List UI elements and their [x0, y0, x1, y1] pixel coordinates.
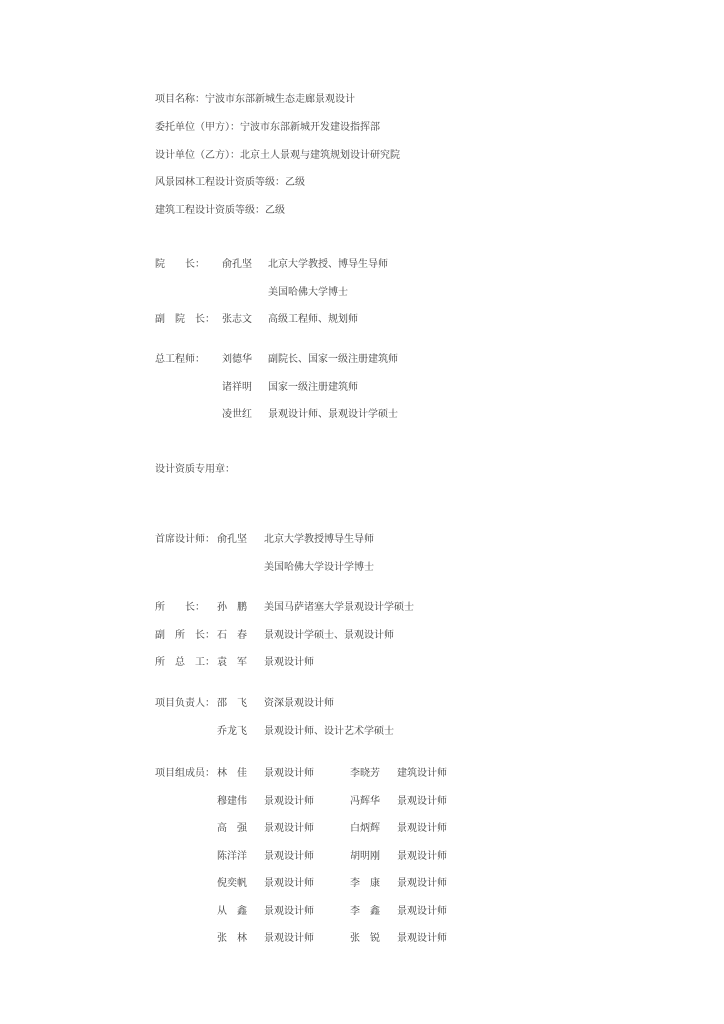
chief-engineer-desc: 国家一级注册建筑师 [268, 382, 358, 393]
chief-engineer-desc: 副院长、国家一级注册建筑师 [268, 354, 398, 365]
seal-label: 设计资质专用章： [155, 464, 235, 475]
team-member-role: 景观设计师 [264, 796, 314, 807]
president-desc: 北京大学教授、博导生导师 [268, 259, 388, 270]
vice-director-name: 石 春 [217, 630, 247, 641]
team-member-role: 景观设计师 [397, 933, 447, 944]
chief-designer-desc-2: 美国哈佛大学设计学博士 [264, 562, 374, 573]
team-member-name: 李晓芳 [350, 768, 380, 779]
project-name: 项目名称：宁波市东部新城生态走廊景观设计 [155, 94, 355, 105]
chief-designer-desc: 北京大学教授博导生导师 [264, 534, 374, 545]
team-member-role: 景观设计师 [264, 906, 314, 917]
design-unit: 设计单位（乙方）：北京土人景观与建筑规划设计研究院 [155, 150, 400, 161]
vice-president-title: 副 院 长： [155, 314, 215, 325]
team-member-name: 从 鑫 [217, 906, 247, 917]
team-member-name: 胡明刚 [350, 851, 380, 862]
building-qualification: 建筑工程设计资质等级：乙级 [155, 205, 285, 216]
chief-eng-title: 所 总 工： [155, 657, 215, 668]
team-member-name: 冯辉华 [350, 796, 380, 807]
project-manager-title: 项目负责人： [155, 698, 215, 709]
team-member-role: 景观设计师 [264, 768, 314, 779]
team-member-role: 景观设计师 [397, 796, 447, 807]
chief-engineer-name: 凌世红 [222, 409, 252, 420]
team-member-role: 景观设计师 [397, 906, 447, 917]
team-member-role: 景观设计师 [264, 933, 314, 944]
project-manager-name: 邵 飞 [217, 698, 247, 709]
team-member-name: 陈洋洋 [217, 851, 247, 862]
project-manager-name: 乔龙飞 [217, 726, 247, 737]
team-member-name: 张 锐 [350, 933, 380, 944]
director-name: 孙 鹏 [217, 602, 247, 613]
president-desc-2: 美国哈佛大学博士 [268, 287, 348, 298]
director-desc: 美国马萨诸塞大学景观设计学硕士 [264, 602, 414, 613]
team-member-role: 景观设计师 [397, 823, 447, 834]
project-manager-desc: 景观设计师、设计艺术学硕士 [264, 726, 394, 737]
team-member-name: 李 康 [350, 878, 380, 889]
chief-engineer-name: 刘德华 [222, 354, 252, 365]
president-title: 院 长： [155, 259, 205, 270]
team-member-name: 倪奕帆 [217, 878, 247, 889]
team-member-name: 李 鑫 [350, 906, 380, 917]
chief-designer-title: 首席设计师： [155, 534, 215, 545]
team-member-role: 景观设计师 [264, 878, 314, 889]
chief-designer-name: 俞孔坚 [217, 534, 247, 545]
vice-director-title: 副 所 长： [155, 630, 215, 641]
team-member-role: 建筑设计师 [397, 768, 447, 779]
landscape-qualification: 风景园林工程设计资质等级：乙级 [155, 177, 305, 188]
team-member-role: 景观设计师 [264, 823, 314, 834]
team-member-role: 景观设计师 [264, 851, 314, 862]
chief-engineer-name: 诸祥明 [222, 382, 252, 393]
client: 委托单位（甲方）：宁波市东部新城开发建设指挥部 [155, 122, 380, 133]
project-manager-desc: 资深景观设计师 [264, 698, 334, 709]
chief-eng-desc: 景观设计师 [264, 657, 314, 668]
team-member-name: 林 佳 [217, 768, 247, 779]
team-member-name: 高 强 [217, 823, 247, 834]
president-name: 俞孔坚 [222, 259, 252, 270]
chief-engineer-title: 总工程师： [155, 354, 205, 365]
team-member-role: 景观设计师 [397, 878, 447, 889]
vice-president-desc: 高级工程师、规划师 [268, 314, 358, 325]
team-member-name: 张 林 [217, 933, 247, 944]
director-title: 所 长： [155, 602, 205, 613]
team-title: 项目组成员： [155, 768, 215, 779]
vice-president-name: 张志文 [222, 314, 252, 325]
chief-engineer-desc: 景观设计师、景观设计学硕士 [268, 409, 398, 420]
team-member-name: 白炳辉 [350, 823, 380, 834]
vice-director-desc: 景观设计学硕士、景观设计师 [264, 630, 394, 641]
team-member-role: 景观设计师 [397, 851, 447, 862]
chief-eng-name: 袁 军 [217, 657, 247, 668]
team-member-name: 穆建伟 [217, 796, 247, 807]
